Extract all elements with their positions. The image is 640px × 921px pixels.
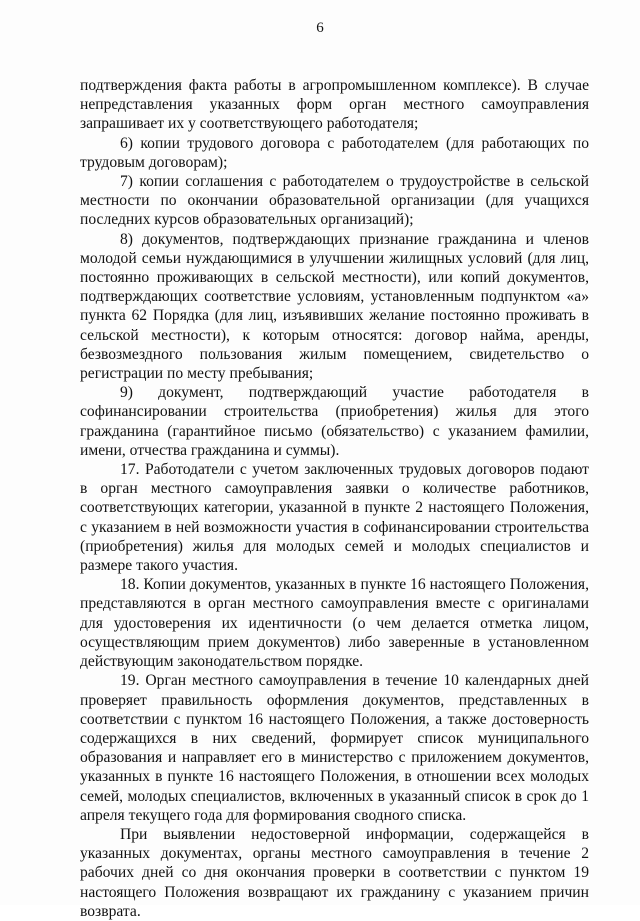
paragraph-item-8: 8) документов, подтверждающих признание гражданина и членов молодой семьи нуждающимися в улучшении жилищных условий (для лиц, постоянно проживающих в сельской местности), или копий документов, подтверждающих соответствие условиям, установленным подпунктом «а» пункта 62 Порядка (для лиц, изъявивших желание постоянно проживать в сельской местности), к которым относятся: договор найма, аренды, безвозмездного пользования жилым помещением, свидетельство о регистрации по месту пребывания; xyxy=(80,230,589,383)
paragraph-item-9: 9) документ, подтверждающий участие работодателя в софинансировании строительства (приобретения) жилья для этого гражданина (гарантийное письмо (обязательство) с указанием фамилии, имени, отчества гражданина и суммы). xyxy=(80,384,589,459)
page-number: 6 xyxy=(316,20,324,36)
paragraph-item-7: 7) копии соглашения с работодателем о трудоустройстве в сельской местности по окончании образовательной организации (для учащихся последних курсов образовательных организаций); xyxy=(80,173,589,229)
document-body xyxy=(80,76,589,921)
paragraph-item-6: 6) копии трудового договора с работодателем (для работающих по трудовым договорам); xyxy=(80,134,589,171)
paragraph-clause-18: 18. Копии документов, указанных в пункте 16 настоящего Положения, представляются в орган местного самоуправления вместе с оригиналами для удостоверения их идентичности (о чем делается отметка лицом, осуществляющим прием документов) либо заверенные в установленном действующим законодательством порядке. xyxy=(80,576,589,671)
paragraph-clause-17: 17. Работодатели с учетом заключенных трудовых договоров подают в орган местного самоуправления заявки о количестве работников, соответствующих категории, указанной в пункте 2 настоящего Положения, с указанием в ней возможности участия в софинансировании строительства (приобретения) жилья для молодых семей и молодых специалистов и размере такого участия. xyxy=(80,461,589,575)
paragraph-invalid-info: При выявлении недостоверной информации, содержащейся в указанных документах, органы местного самоуправления в течение 2 рабочих дней со дня окончания проверки в соответствии с пунктом 19 настоящего Положения возвращают их гражданину с указанием причин возврата. xyxy=(80,825,589,920)
paragraph-continuation: подтверждения факта работы в агропромышленном комплексе). В случае непредставления указанных форм орган местного самоуправления запрашивает их у соответствующего работодателя; xyxy=(80,77,589,133)
paragraph-clause-19: 19. Орган местного самоуправления в течение 10 календарных дней проверяет правильность оформления документов, представленных в соответствии с пунктом 16 настоящего Положения, а также достоверность содержащихся в них сведений, формирует список муниципального образования и направляет его в министерство с приложением документов, указанных в пункте 16 настоящего Положения, в отношении всех молодых семей, молодых специалистов, включенных в указанный список в срок до 1 апреля текущего года для формирования сводного списка. xyxy=(80,672,589,824)
